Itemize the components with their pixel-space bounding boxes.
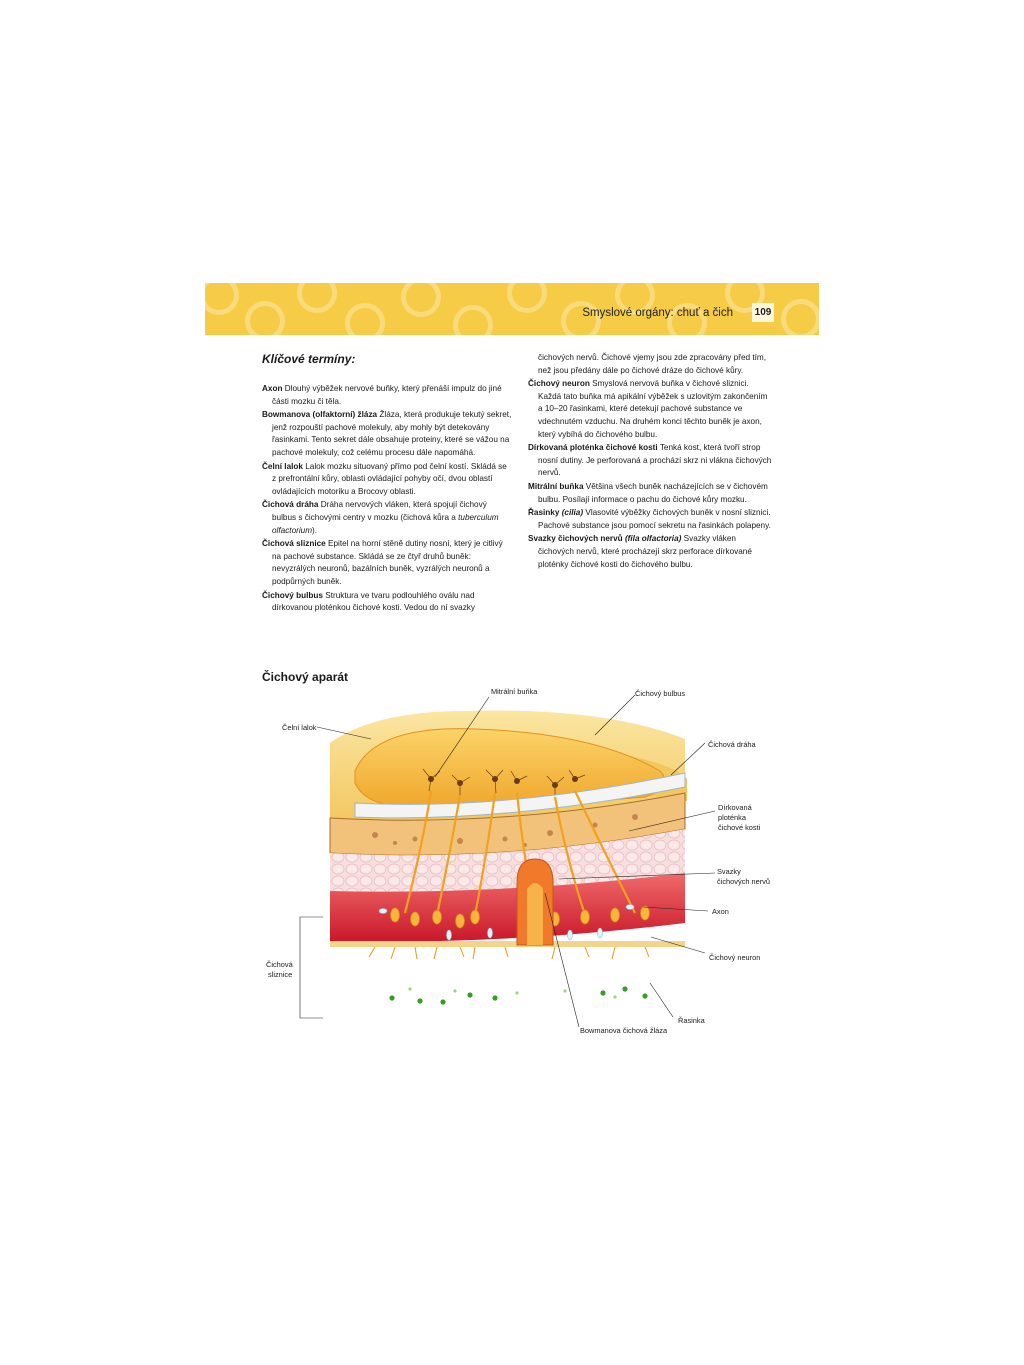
label-nerve-bundles-1: Svazky: [717, 867, 741, 876]
label-cribriform-1: Dírkovaná: [718, 803, 752, 812]
label-olfactory-neuron: Čichový neuron: [709, 953, 761, 962]
glossary-continuation: čichových nervů. Čichové vjemy jsou zde zpracovány před tím, než jsou předány dále po čichové dráze do čichové kůry.: [538, 353, 766, 375]
label-bowman-gland: Bowmanova čichová žláza: [580, 1026, 668, 1035]
label-cribriform-3: čichové kosti: [718, 823, 761, 832]
figure-title: Čichový aparát: [262, 670, 349, 684]
label-cribriform-2: ploténka: [718, 813, 746, 822]
chapter-title: Smyslové orgány: chuť a čich: [582, 307, 733, 319]
key-terms-heading: Klíčové termíny:: [262, 352, 356, 366]
odor-molecules: [389, 986, 647, 1004]
label-mucosa-1: Čichová: [266, 960, 293, 969]
glossary-entry: Axon Dlouhý výběžek nervové buňky, který přenáší impulz do jiné části mozku či těla.: [262, 384, 502, 406]
glossary-entry: Dírkovaná ploténka čichové kosti Tenká kost, která tvoří strop nosní dutiny. Je perforovaná a prochází skrz ni vlákna čichových nervů.: [528, 443, 772, 478]
glossary-left-column: [262, 383, 512, 616]
label-olfactory-bulb: Čichový bulbus: [635, 689, 686, 698]
label-mucosa-2: sliznice: [268, 970, 293, 979]
glossary-entry: Čelní lalok Lalok mozku situovaný přímo pod čelní kostí. Skládá se z prefrontální kůry, oblasti ovládající pohyby očí, dvou oblastí ovládajících motoriku a Brocovy oblasti.: [262, 461, 507, 496]
glossary-entry: Mitrální buňka Většina všech buněk nacházejících se v čichovém bulbu. Posílají informace o pachu do čichové kůry mozku.: [528, 481, 768, 504]
label-cilium: Řasinka: [678, 1016, 705, 1025]
label-olfactory-tract: Čichová dráha: [708, 740, 756, 749]
label-axon: Axon: [712, 907, 729, 916]
header-band: [205, 283, 819, 335]
glossary-entry: Svazky čichových nervů (fila olfactoria) Svazky vláken čichových nervů, které procházejí skrz perforace dírkované ploténky čichové kosti do čichového bulbu.: [528, 534, 752, 569]
glossary-entry: Bowmanova (olfaktorní) žláza Žláza, která produkuje tekutý sekret, jenž rozpouští pachové molekuly, aby mohly být detekovány řasinkami. Tento sekret dále obsahuje proteiny, které se vážou na pachové molekuly, což celému procesu dále napomáhá.: [262, 410, 512, 457]
glossary-entry: Čichový bulbus Struktura ve tvaru podlouhlého oválu nad dírkovanou ploténkou čichové kosti. Vedou do ní svazky: [262, 590, 475, 613]
page-number: 109: [752, 303, 774, 322]
glossary-entry: Čichová sliznice Epitel na horní stěně dutiny nosní, který je citlivý na pachové substance. Skládá se ze čtyř druhů buněk: nevyzrálých neuronů, bazálních buněk, vyzrálých neuronů a podpůrných buněk.: [262, 539, 503, 586]
olfactory-apparatus-illustration: [205, 683, 819, 1043]
book-page: [205, 283, 819, 1080]
label-nerve-bundles-2: čichových nervů: [717, 877, 770, 886]
glossary-entry: Čichová dráha Dráha nervových vláken, která spojují čichový bulbus s čichovými centry v mozku (čichová kůra a tuberculum olfactorium).: [262, 500, 499, 535]
glossary-entry: Řasinky (cilia) Vlasovité výběžky čichových buněk v nosní sliznici. Pachové substance jsou pomocí sekretu na řasinkách polapeny.: [528, 508, 771, 530]
label-frontal-lobe: Čelní lalok: [282, 723, 317, 732]
glossary-entry: Čichový neuron Smyslová nervová buňka v čichové sliznici. Každá tato buňka má apikální výběžek s uzlovitým zakončením a 10–20 řasinkami, které detekují pachové substance ve vdechnutém vzduchu. Na druhém konci těchto buněk je axon, který vybíhá do čichového bulbu.: [528, 379, 768, 439]
glossary-right-column: [528, 352, 773, 572]
label-mitral-cell: Mitrální buňka: [491, 687, 538, 696]
